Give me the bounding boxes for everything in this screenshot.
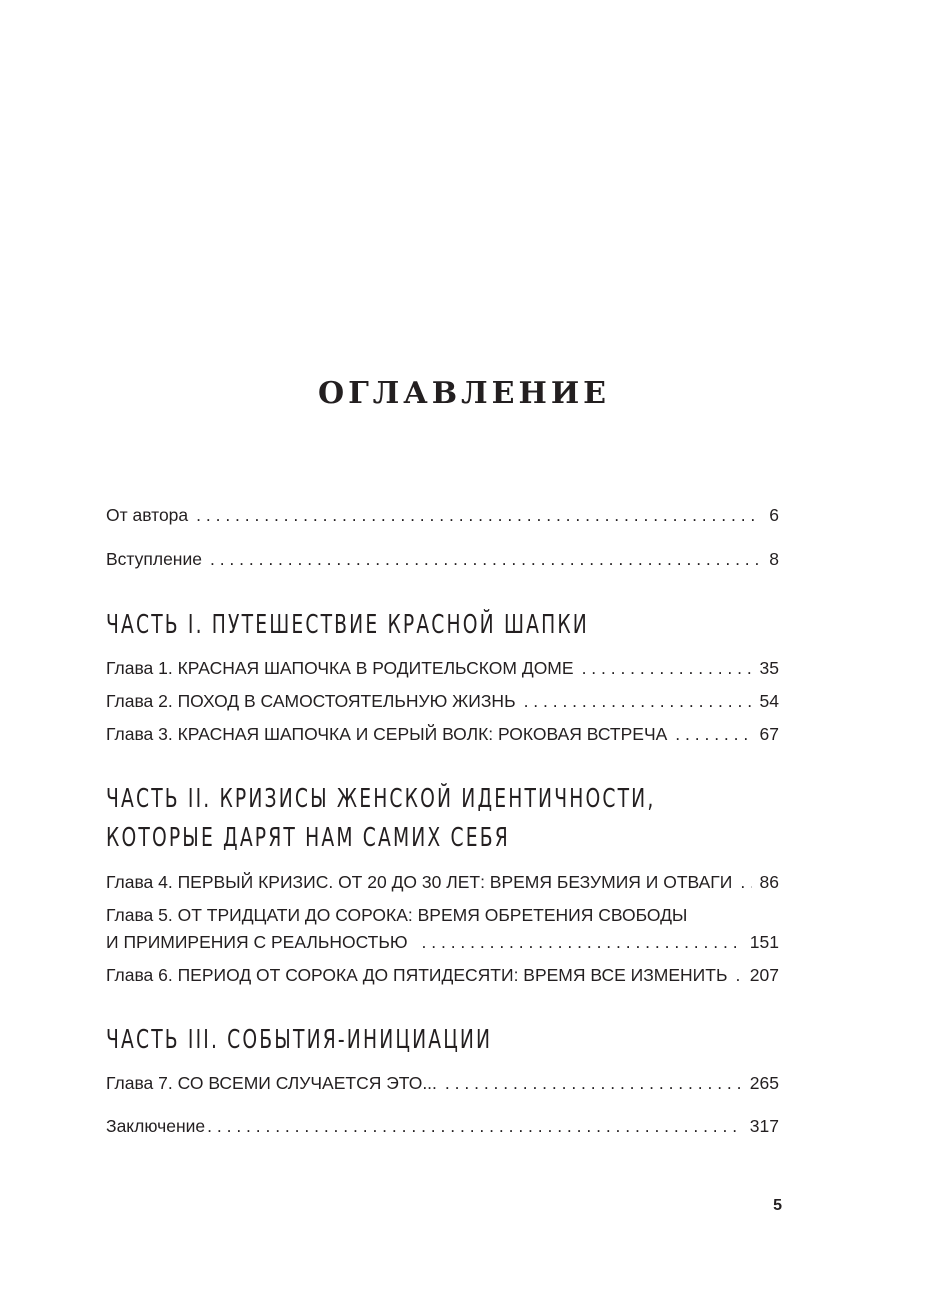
part-3-heading: ЧАСТЬ III. СОБЫТИЯ-ИНИЦИАЦИИ xyxy=(106,1025,493,1055)
toc-entry-page: 54 xyxy=(759,691,779,711)
part-2-heading-line-2: КОТОРЫЕ ДАРЯТ НАМ САМИХ СЕБЯ xyxy=(106,823,510,853)
part-2-heading-line-1: ЧАСТЬ II. КРИЗИСЫ ЖЕНСКОЙ ИДЕНТИЧНОСТИ, xyxy=(106,784,656,814)
toc-entry-chapter-5[interactable] xyxy=(106,930,779,954)
toc-entry-page: 8 xyxy=(769,549,779,569)
toc-entry-page: 151 xyxy=(749,932,779,952)
toc-entry-label: Вступление xyxy=(106,549,202,569)
toc-entry-chapter-3[interactable] xyxy=(106,722,779,746)
toc-entry-page: 207 xyxy=(749,965,779,985)
toc-entry-label: Глава 1. КРАСНАЯ ШАПОЧКА В РОДИТЕЛЬСКОМ ДОМЕ xyxy=(106,658,574,678)
toc-entry-page: 6 xyxy=(769,505,779,525)
toc-title: ОГЛАВЛЕНИЕ xyxy=(317,376,611,411)
dot-leader xyxy=(524,689,752,713)
toc-entry-chapter-4[interactable] xyxy=(106,870,779,894)
toc-entry-label: От автора xyxy=(106,505,189,525)
dot-leader xyxy=(422,930,742,954)
toc-entry-label: Глава 2. ПОХОД В САМОСТОЯТЕЛЬНУЮ ЖИЗНЬ xyxy=(106,691,516,711)
toc-entry-page: 317 xyxy=(749,1116,779,1136)
toc-entry-label: Глава 6. ПЕРИОД ОТ СОРОКА ДО ПЯТИДЕСЯТИ: ВРЕМЯ ВСЕ ИЗМЕНИТЬ xyxy=(106,965,728,985)
toc-entry-chapter-7[interactable] xyxy=(106,1071,779,1095)
toc-entry-page: 86 xyxy=(759,872,779,892)
dot-leader xyxy=(740,870,751,894)
toc-entry-from-author[interactable] xyxy=(106,503,779,527)
toc-entry-label: Глава 4. ПЕРВЫЙ КРИЗИС. ОТ 20 ДО 30 ЛЕТ: ВРЕМЯ БЕЗУМИЯ И ОТВАГИ xyxy=(106,872,733,892)
dot-leader xyxy=(582,656,752,680)
part-1-heading: ЧАСТЬ I. ПУТЕШЕСТВИЕ КРАСНОЙ ШАПКИ xyxy=(106,610,589,640)
dot-leader xyxy=(445,1071,742,1095)
toc-entry-conclusion[interactable] xyxy=(106,1114,779,1138)
toc-entry-label: Глава 3. КРАСНАЯ ШАПОЧКА И СЕРЫЙ ВОЛК: РОКОВАЯ ВСТРЕЧА xyxy=(106,724,668,744)
dot-leader xyxy=(196,503,761,527)
toc-entry-page: 265 xyxy=(749,1073,779,1093)
toc-entry-chapter-2[interactable] xyxy=(106,689,779,713)
toc-entry-chapter-1[interactable] xyxy=(106,656,779,680)
dot-leader xyxy=(675,722,751,746)
page-number: 5 xyxy=(773,1197,782,1214)
toc-entry-chapter-6[interactable] xyxy=(106,963,779,987)
toc-entry-page: 67 xyxy=(759,724,779,744)
toc-entry-page: 35 xyxy=(759,658,779,678)
toc-entry-label: Заключение xyxy=(106,1116,206,1136)
dot-leader xyxy=(207,1114,742,1138)
dot-leader xyxy=(210,547,761,571)
dot-leader xyxy=(735,963,741,987)
toc-entry-label: Глава 7. СО ВСЕМИ СЛУЧАЕТСЯ ЭТО... xyxy=(106,1073,437,1093)
toc-entry-chapter-5-line-1[interactable]: Глава 5. ОТ ТРИДЦАТИ ДО СОРОКА: ВРЕМЯ ОБРЕТЕНИЯ СВОБОДЫ xyxy=(106,905,688,925)
toc-entry-introduction[interactable] xyxy=(106,547,779,571)
toc-entry-label: И ПРИМИРЕНИЯ С РЕАЛЬНОСТЬЮ xyxy=(106,932,408,952)
